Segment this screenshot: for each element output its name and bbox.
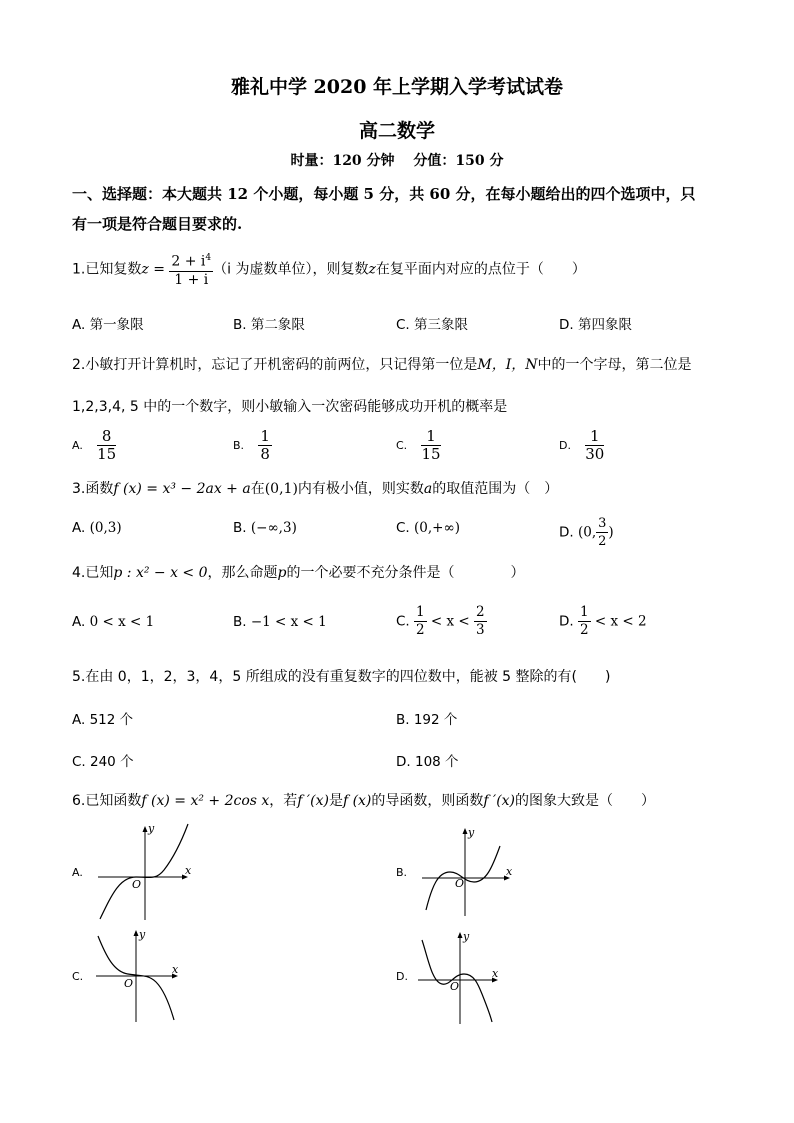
y-axis-arrow: [463, 828, 468, 834]
q3-interval: (0,1): [264, 481, 298, 497]
curve: [100, 824, 188, 919]
question-4: 4.已知p : x² − x < 0，那么命题p的一个必要不充分条件是（ ）: [72, 565, 525, 581]
y-axis-arrow: [143, 826, 148, 832]
y-label: y: [463, 930, 470, 943]
x-label: x: [185, 864, 192, 877]
y-label: y: [148, 822, 155, 835]
question-5: 5.在由 0，1，2，3，4，5 所组成的没有重复数字的四位数中，能被 5 整除的有( ): [72, 669, 611, 685]
q1-numerator: 2 + i: [171, 253, 206, 270]
q4-option-d: D. $\frac{1}{2}$ < x < 2: [559, 604, 647, 638]
q2-line1a: 2.小敏打开计算机时，忘记了开机密码的前两位，只记得第一位是: [72, 357, 478, 373]
q6-graph-b: [420, 826, 530, 922]
q6-graph-d: [416, 928, 516, 1026]
section-heading-line2: 有一项是符合题目要求的.: [72, 215, 243, 233]
q6-option-d-label: D.: [396, 970, 408, 983]
q1-suffix2: 在复平面内对应的点位于（ ）: [375, 261, 586, 278]
q4-option-c: C. $\frac{1}{2}$ < x < $\frac{2}{3}$: [396, 604, 485, 638]
q1-z2: z: [368, 261, 376, 278]
q6-option-a-label: A.: [72, 866, 83, 879]
y-label: y: [468, 826, 475, 839]
subject-title: 高二数学: [358, 120, 435, 142]
q3-option-d: D. (0, $\frac{3}{2}$ ): [559, 516, 614, 549]
q1-denominator: 1 + i: [174, 271, 209, 288]
q2-option-b: B. $\frac{1}{8}$: [233, 427, 270, 463]
q5-option-c: C. 240 个: [72, 754, 134, 770]
q1-option-b: B. 第二象限: [233, 317, 305, 333]
origin-label: O: [450, 980, 460, 993]
q6-graph-a: [90, 822, 200, 922]
q1-eq: =: [148, 261, 170, 278]
q2-option-c: C. $\frac{1}{15}$: [396, 427, 441, 463]
q2-option-a: A. $\frac{8}{15}$: [72, 427, 117, 463]
q4-option-b: B. −1 < x < 1: [233, 614, 327, 630]
q3-function: f (x) = x³ − 2ax + a: [113, 481, 251, 497]
q1-option-d: D. 第四象限: [559, 317, 632, 333]
q4-condition: p : x² − x < 0: [113, 565, 208, 581]
q5-option-a: A. 512 个: [72, 712, 134, 728]
origin-label: O: [124, 977, 134, 990]
question-2-line2: 1,2,3,4, 5 中的一个数字，则小敏输入一次密码能够成功开机的概率是: [72, 399, 508, 415]
q2-letters: M，I，N: [477, 357, 538, 373]
exam-title: 雅礼中学 2020 年上学期入学考试试卷: [230, 76, 564, 98]
q1-prefix: 1.已知复数: [72, 261, 142, 278]
y-axis-arrow: [458, 932, 463, 938]
y-label: y: [139, 928, 146, 941]
q1-option-a: A. 第一象限: [72, 317, 144, 333]
x-label: x: [492, 967, 499, 980]
question-3: 3.函数f (x) = x³ − 2ax + a在(0,1)内有极小值，则实数a的取值范围为（ ）: [72, 481, 559, 497]
y-axis-arrow: [134, 930, 139, 936]
q1-fraction: [169, 250, 213, 289]
q3-option-a: A. (0,3): [72, 520, 122, 536]
q4-option-a: A. 0 < x < 1: [72, 614, 155, 630]
q6-graph-c: [92, 926, 192, 1024]
origin-label: O: [132, 878, 142, 891]
section-heading-line1: 一、选择题：本大题共 12 个小题，每小题 5 分，共 60 分，在每小题给出的四个选项中，只: [72, 185, 696, 203]
q5-option-b: B. 192 个: [396, 712, 458, 728]
question-1: [72, 250, 586, 289]
question-6: 6.已知函数f (x) = x² + 2cos x，若f ′(x)是f (x)的导函数，则函数f ′(x)的图象大致是（ ）: [72, 793, 656, 809]
q2-line1b: 中的一个字母，第二位是: [537, 357, 692, 373]
x-label: x: [172, 963, 179, 976]
origin-label: O: [455, 877, 465, 890]
q1-option-c: C. 第三象限: [396, 317, 469, 333]
q3-option-b: B. (−∞,3): [233, 520, 297, 536]
q1-z: z: [141, 261, 149, 278]
q5-option-d: D. 108 个: [396, 754, 459, 770]
q6-option-c-label: C.: [72, 970, 84, 983]
question-2-line1: [72, 354, 691, 374]
exam-meta: 时量：120 分钟 分值：150 分: [290, 153, 504, 169]
q1-exponent: 4: [205, 253, 212, 263]
q6-option-b-label: B.: [396, 866, 408, 879]
q1-suffix: （i 为虚数单位），则复数: [213, 261, 369, 278]
q3-option-c: C. (0,+∞): [396, 520, 460, 536]
x-label: x: [506, 865, 513, 878]
q2-option-d: D. $\frac{1}{30}$: [559, 427, 605, 463]
